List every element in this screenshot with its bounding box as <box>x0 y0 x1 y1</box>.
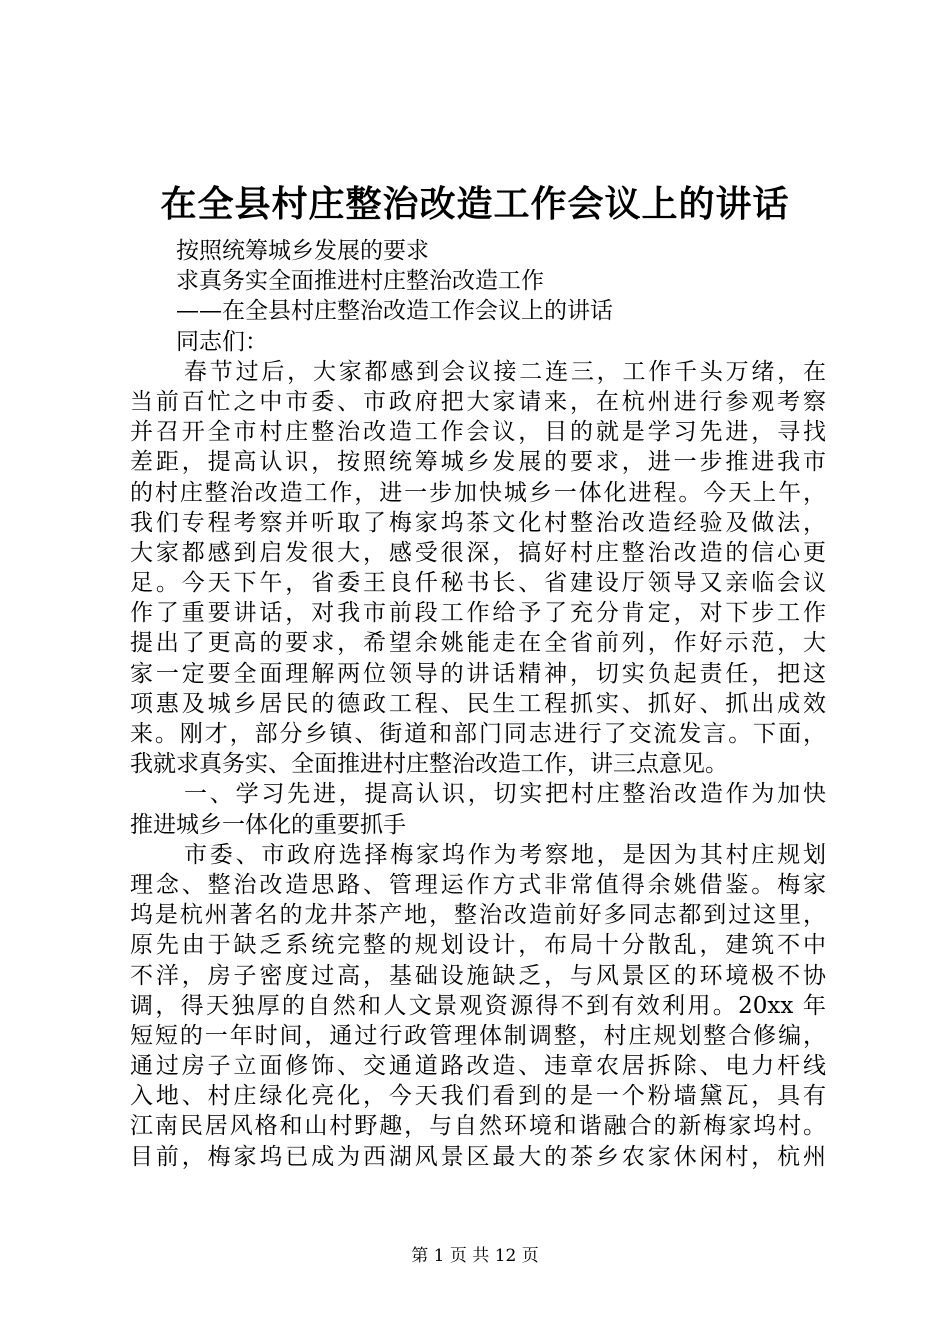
text-line: 来。刚才，部分乡镇、街道和部门同志进行了交流发言。下面， <box>130 721 826 747</box>
text-line: 不洋，房子密度过高，基础设施缺乏，与风景区的环境极不协 <box>130 962 826 989</box>
text-line: 江南民居风格和山村野趣，与自然环境和谐融合的新梅家坞村。 <box>130 1113 826 1140</box>
text-line: 一、学习先进，提高认识，切实把村庄整治改造作为加快 <box>184 781 826 808</box>
text-line: 春节过后，大家都感到会议接二连三，工作千头万绪，在 <box>184 358 826 385</box>
text-line: 按照统筹城乡发展的要求 <box>176 238 429 264</box>
text-line: 我就求真务实、全面推进村庄整治改造工作，讲三点意见。 <box>130 751 728 778</box>
document-title: 在全县村庄整治改造工作会议上的讲话 <box>160 183 790 225</box>
page-footer: 第 1 页 共 12 页 <box>411 1246 539 1266</box>
text-line: 家一定要全面理解两位领导的讲话精神，切实负起责任，把这 <box>130 660 826 687</box>
text-line: 提出了更高的要求，希望余姚能走在全省前列，作好示范，大 <box>130 630 826 657</box>
text-line: 差距，提高认识，按照统筹城乡发展的要求，进一步推进我市 <box>130 449 826 476</box>
text-line: 推进城乡一体化的重要抓手 <box>130 811 406 838</box>
text-line: 理念、整治改造思路、管理运作方式非常值得余姚借鉴。梅家 <box>130 871 826 898</box>
text-line: 求真务实全面推进村庄整治改造工作 <box>176 268 544 295</box>
text-line: 调，得天独厚的自然和人文景观资源得不到有效利用。20xx 年 <box>130 992 826 1019</box>
text-line: 坞是杭州著名的龙井茶产地，整治改造前好多同志都到过这里， <box>130 902 826 929</box>
text-line: 原先由于缺乏系统完整的规划设计，布局十分散乱，建筑不中 <box>130 932 826 959</box>
text-line: 入地、村庄绿化亮化，今天我们看到的是一个粉墙黛瓦，具有 <box>130 1083 826 1110</box>
text-line: 作了重要讲话，对我市前段工作给予了充分肯定，对下步工作 <box>130 600 826 627</box>
text-line: 市委、市政府选择梅家坞作为考察地，是因为其村庄规划 <box>184 841 826 868</box>
text-line: ——在全县村庄整治改造工作会议上的讲话 <box>176 298 613 325</box>
text-line: 当前百忙之中市委、市政府把大家请来，在杭州进行参观考察 <box>130 388 826 415</box>
text-line: 项惠及城乡居民的德政工程、民生工程抓实、抓好、抓出成效 <box>130 690 826 717</box>
text-line: 目前，梅家坞已成为西湖风景区最大的茶乡农家休闲村，杭州 <box>130 1143 826 1170</box>
text-line: 大家都感到启发很大，感受很深，搞好村庄整治改造的信心更 <box>130 539 826 566</box>
document-body <box>130 236 826 1172</box>
text-line: 通过房子立面修饰、交通道路改造、违章农居拆除、电力杆线 <box>130 1053 826 1080</box>
text-line: 同志们： <box>176 328 268 355</box>
text-line: 的村庄整治改造工作，进一步加快城乡一体化进程。今天上午， <box>130 479 826 506</box>
text-line: 短短的一年时间，通过行政管理体制调整，村庄规划整合修编， <box>130 1022 826 1049</box>
text-line: 并召开全市村庄整治改造工作会议，目的就是学习先进，寻找 <box>130 419 826 446</box>
text-line: 我们专程考察并听取了梅家坞茶文化村整治改造经验及做法， <box>130 509 826 536</box>
text-line: 足。今天下午，省委王良仟秘书长、省建设厅领导又亲临会议 <box>130 570 826 597</box>
